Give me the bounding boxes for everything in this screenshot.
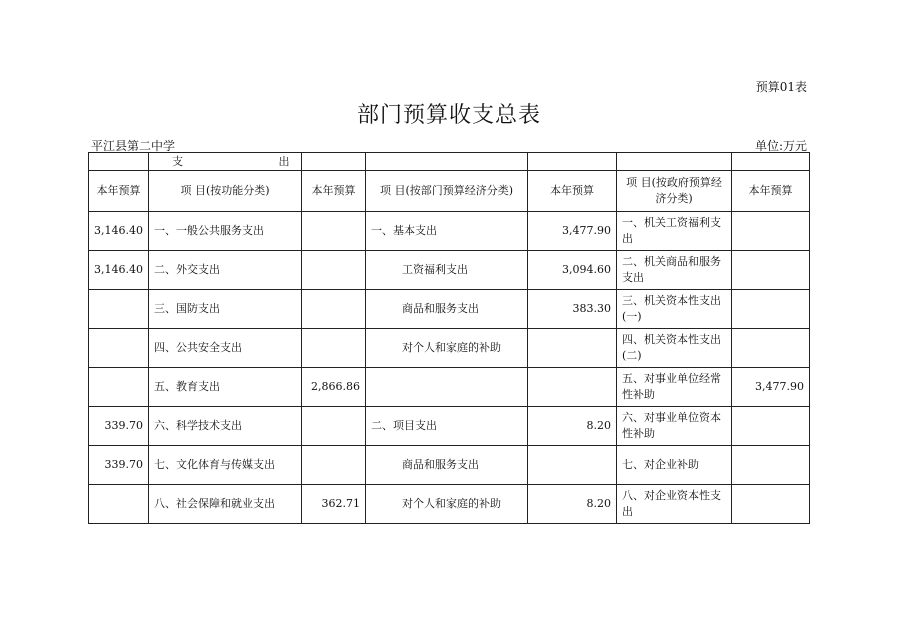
cell-functional-item: 六、科学技术支出 (149, 407, 302, 446)
cell-budget (89, 329, 149, 368)
table-row (89, 446, 810, 485)
table-row (89, 368, 810, 407)
header-expenditure-zhi: 支 (172, 154, 183, 168)
cell-budget: 3,146.40 (89, 251, 149, 290)
cell-budget (732, 446, 810, 485)
header-budget-4: 本年预算 (732, 171, 810, 212)
budget-table (88, 152, 810, 524)
header-cell-blank (732, 153, 810, 171)
cell-dept-item: 对个人和家庭的补助 (366, 329, 528, 368)
cell-functional-item: 五、教育支出 (149, 368, 302, 407)
cell-budget (302, 446, 366, 485)
header-budget-1: 本年预算 (89, 171, 149, 212)
header-row (89, 171, 810, 212)
header-cell-blank (617, 153, 732, 171)
cell-dept-item: 一、基本支出 (366, 212, 528, 251)
form-number: 预算01表 (755, 80, 807, 94)
cell-functional-item: 二、外交支出 (149, 251, 302, 290)
cell-budget: 8.20 (528, 485, 617, 524)
cell-budget: 362.71 (302, 485, 366, 524)
table-row (89, 407, 810, 446)
cell-dept-item: 二、项目支出 (366, 407, 528, 446)
cell-budget: 383.30 (528, 290, 617, 329)
cell-gov-item: 八、对企业资本性支出 (617, 485, 732, 524)
cell-functional-item: 三、国防支出 (149, 290, 302, 329)
cell-budget (302, 212, 366, 251)
cell-budget: 3,094.60 (528, 251, 617, 290)
cell-functional-item: 一、一般公共服务支出 (149, 212, 302, 251)
cell-budget (732, 251, 810, 290)
organization-name: 平江县第二中学 (91, 139, 176, 153)
header-cell-blank (528, 153, 617, 171)
cell-gov-item: 七、对企业补助 (617, 446, 732, 485)
cell-budget (732, 212, 810, 251)
cell-functional-item: 四、公共安全支出 (149, 329, 302, 368)
table-row (89, 251, 810, 290)
cell-budget (732, 485, 810, 524)
cell-gov-item: 四、机关资本性支出(二) (617, 329, 732, 368)
cell-budget (302, 290, 366, 329)
cell-budget (89, 368, 149, 407)
page-title: 部门预算收支总表 (356, 103, 541, 128)
cell-dept-item: 商品和服务支出 (366, 446, 528, 485)
header-row-top (89, 153, 810, 171)
header-item-gov-economic: 项 目(按政府预算经济分类) (617, 171, 732, 212)
cell-budget (302, 329, 366, 368)
cell-gov-item: 一、机关工资福利支出 (617, 212, 732, 251)
table-row (89, 329, 810, 368)
cell-budget: 3,146.40 (89, 212, 149, 251)
table-row (89, 485, 810, 524)
cell-budget: 2,866.86 (302, 368, 366, 407)
cell-budget (732, 329, 810, 368)
header-budget-3: 本年预算 (528, 171, 617, 212)
header-expenditure-chu: 出 (278, 154, 290, 168)
cell-gov-item: 三、机关资本性支出(一) (617, 290, 732, 329)
cell-dept-item: 工资福利支出 (366, 251, 528, 290)
header-budget-2: 本年预算 (302, 171, 366, 212)
cell-budget (89, 485, 149, 524)
header-item-dept-economic: 项 目(按部门预算经济分类) (366, 171, 528, 212)
cell-dept-item: 商品和服务支出 (366, 290, 528, 329)
header-cell-blank (366, 153, 528, 171)
cell-functional-item: 七、文化体育与传媒支出 (149, 446, 302, 485)
cell-gov-item: 六、对事业单位资本性补助 (617, 407, 732, 446)
cell-functional-item: 八、社会保障和就业支出 (149, 485, 302, 524)
table-row (89, 290, 810, 329)
cell-gov-item: 二、机关商品和服务支出 (617, 251, 732, 290)
table-row (89, 212, 810, 251)
cell-budget (528, 329, 617, 368)
cell-budget (732, 290, 810, 329)
cell-budget: 8.20 (528, 407, 617, 446)
header-cell-blank (89, 153, 149, 171)
cell-budget (528, 368, 617, 407)
header-expenditure (149, 153, 302, 171)
cell-budget (89, 290, 149, 329)
cell-dept-item (366, 368, 528, 407)
currency-unit: 单位:万元 (754, 139, 807, 153)
cell-gov-item: 五、对事业单位经常性补助 (617, 368, 732, 407)
cell-dept-item: 对个人和家庭的补助 (366, 485, 528, 524)
header-cell-blank (302, 153, 366, 171)
cell-budget (302, 407, 366, 446)
cell-budget (302, 251, 366, 290)
cell-budget: 339.70 (89, 407, 149, 446)
header-item-functional: 项 目(按功能分类) (149, 171, 302, 212)
cell-budget (732, 407, 810, 446)
cell-budget: 339.70 (89, 446, 149, 485)
cell-budget: 3,477.90 (528, 212, 617, 251)
cell-budget (528, 446, 617, 485)
cell-budget: 3,477.90 (732, 368, 810, 407)
